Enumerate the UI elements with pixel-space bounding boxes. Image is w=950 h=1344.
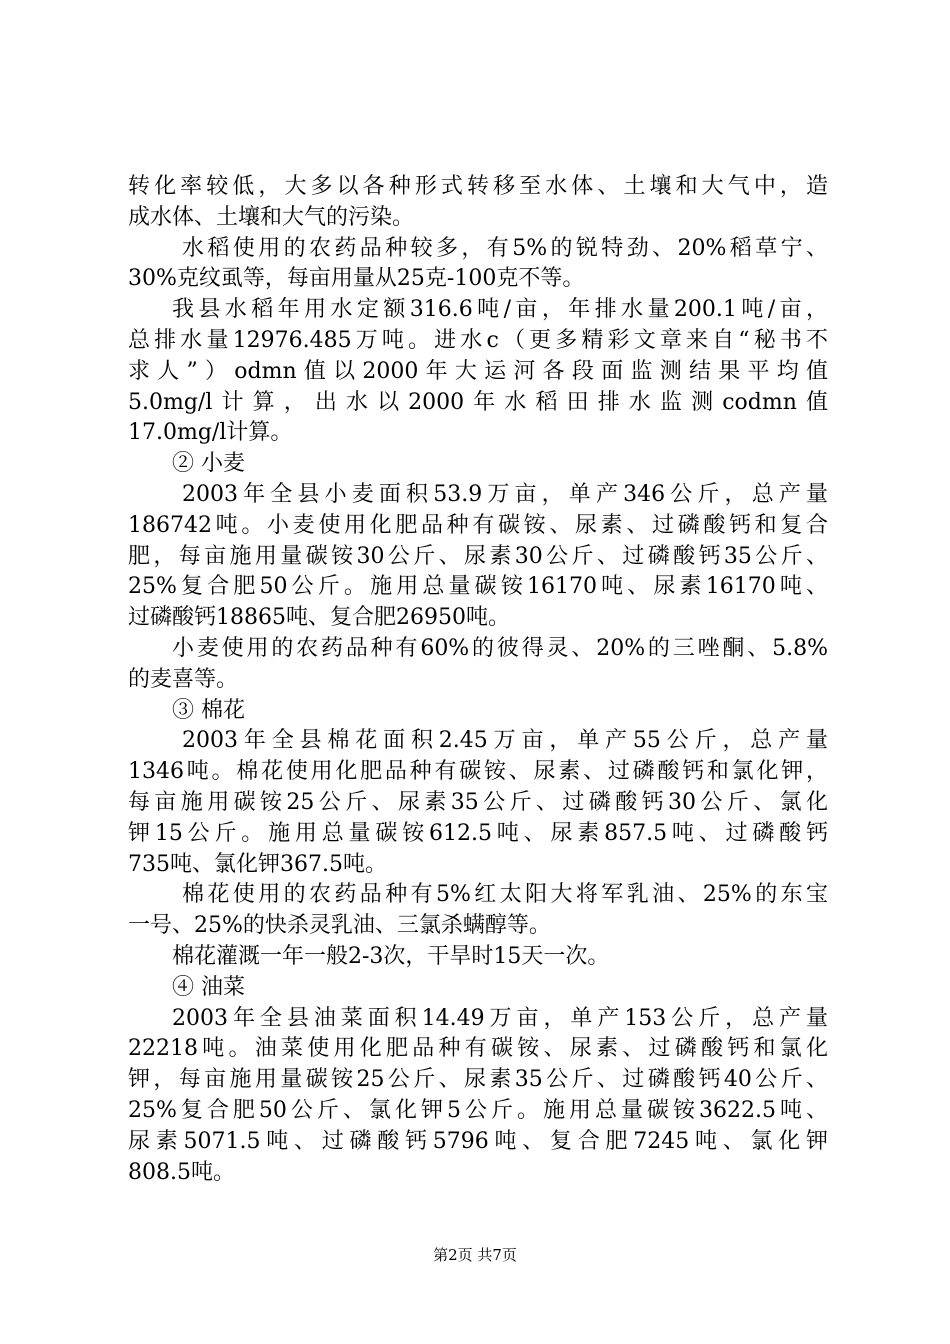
text-line: 尿素5071.5吨、过磷酸钙5796吨、复合肥7245吨、氯化钾 (128, 1128, 828, 1154)
text-line: 2003年全县油菜面积14.49万亩，单产153公斤，总产量 (172, 1005, 828, 1031)
section-heading-cotton: ③ 棉花 (172, 697, 245, 723)
text-line: 30%克纹虱等，每亩用量从25克-100克不等。 (128, 266, 585, 292)
text-line: 22218吨。油菜使用化肥品种有碳铵、尿素、过磷酸钙和氯化 (128, 1036, 828, 1062)
text-line: 186742吨。小麦使用化肥品种有碳铵、尿素、过磷酸钙和复合 (128, 512, 828, 538)
text-line: 棉花灌溉一年一般2-3次，干旱时15天一次。 (172, 943, 610, 969)
section-heading-rapeseed: ④ 油菜 (172, 974, 245, 1000)
text-line: 棉花使用的农药品种有5%红太阳大将军乳油、25%的东宝 (182, 882, 828, 908)
text-line: 17.0mg/l计算。 (128, 420, 293, 446)
text-line: 小麦使用的农药品种有60%的彼得灵、20%的三唑酮、5.8% (172, 635, 828, 661)
text-line: 转化率较低，大多以各种形式转移至水体、土壤和大气中，造 (128, 174, 828, 199)
text-line: 水稻使用的农药品种较多，有5%的锐特劲、20%稻草宁、 (182, 235, 828, 261)
text-line: 钾15公斤。施用总量碳铵612.5吨、尿素857.5吨、过磷酸钙 (128, 820, 828, 846)
text-line: 我县水稻年用水定额316.6吨/亩，年排水量200.1吨/亩， (172, 297, 828, 323)
text-line: 成水体、土壤和大气的污染。 (128, 204, 415, 230)
text-line: 过磷酸钙18865吨、复合肥26950吨。 (128, 605, 510, 631)
section-heading-wheat: ② 小麦 (172, 451, 245, 477)
text-line: 总排水量12976.485万吨。进水c（更多精彩文章来自“秘书不 (128, 327, 828, 353)
text-line: 25%复合肥50公斤、氯化钾5公斤。施用总量碳铵3622.5吨、 (128, 1097, 828, 1123)
text-line: 2003年全县小麦面积53.9万亩，单产346公斤，总产量 (182, 481, 828, 507)
document-body (128, 172, 828, 1188)
text-line: 5.0mg/l计算，出水以2000年水稻田排水监测codmn值 (128, 389, 828, 415)
text-line: 求人”）odmn值以2000年大运河各段面监测结果平均值 (128, 358, 828, 384)
text-line: 每亩施用碳铵25公斤、尿素35公斤、过磷酸钙30公斤、氯化 (128, 789, 828, 815)
page-footer: 第2页 共7页 (433, 1246, 517, 1264)
text-line: 一号、25%的快杀灵乳油、三氯杀螨醇等。 (128, 913, 551, 939)
text-line: 2003年全县棉花面积2.45万亩，单产55公斤，总产量 (182, 728, 828, 754)
text-line: 钾，每亩施用量碳铵25公斤、尿素35公斤、过磷酸钙40公斤、 (128, 1067, 828, 1093)
text-line: 25%复合肥50公斤。施用总量碳铵16170吨、尿素16170吨、 (128, 574, 828, 600)
text-line: 735吨、氯化钾367.5吨。 (128, 851, 387, 877)
text-line: 1346吨。棉花使用化肥品种有碳铵、尿素、过磷酸钙和氯化钾， (128, 759, 828, 785)
text-line: 肥，每亩施用量碳铵30公斤、尿素30公斤、过磷酸钙35公斤、 (128, 543, 828, 569)
text-line: 的麦喜等。 (128, 666, 239, 692)
text-line: 808.5吨。 (128, 1159, 235, 1185)
